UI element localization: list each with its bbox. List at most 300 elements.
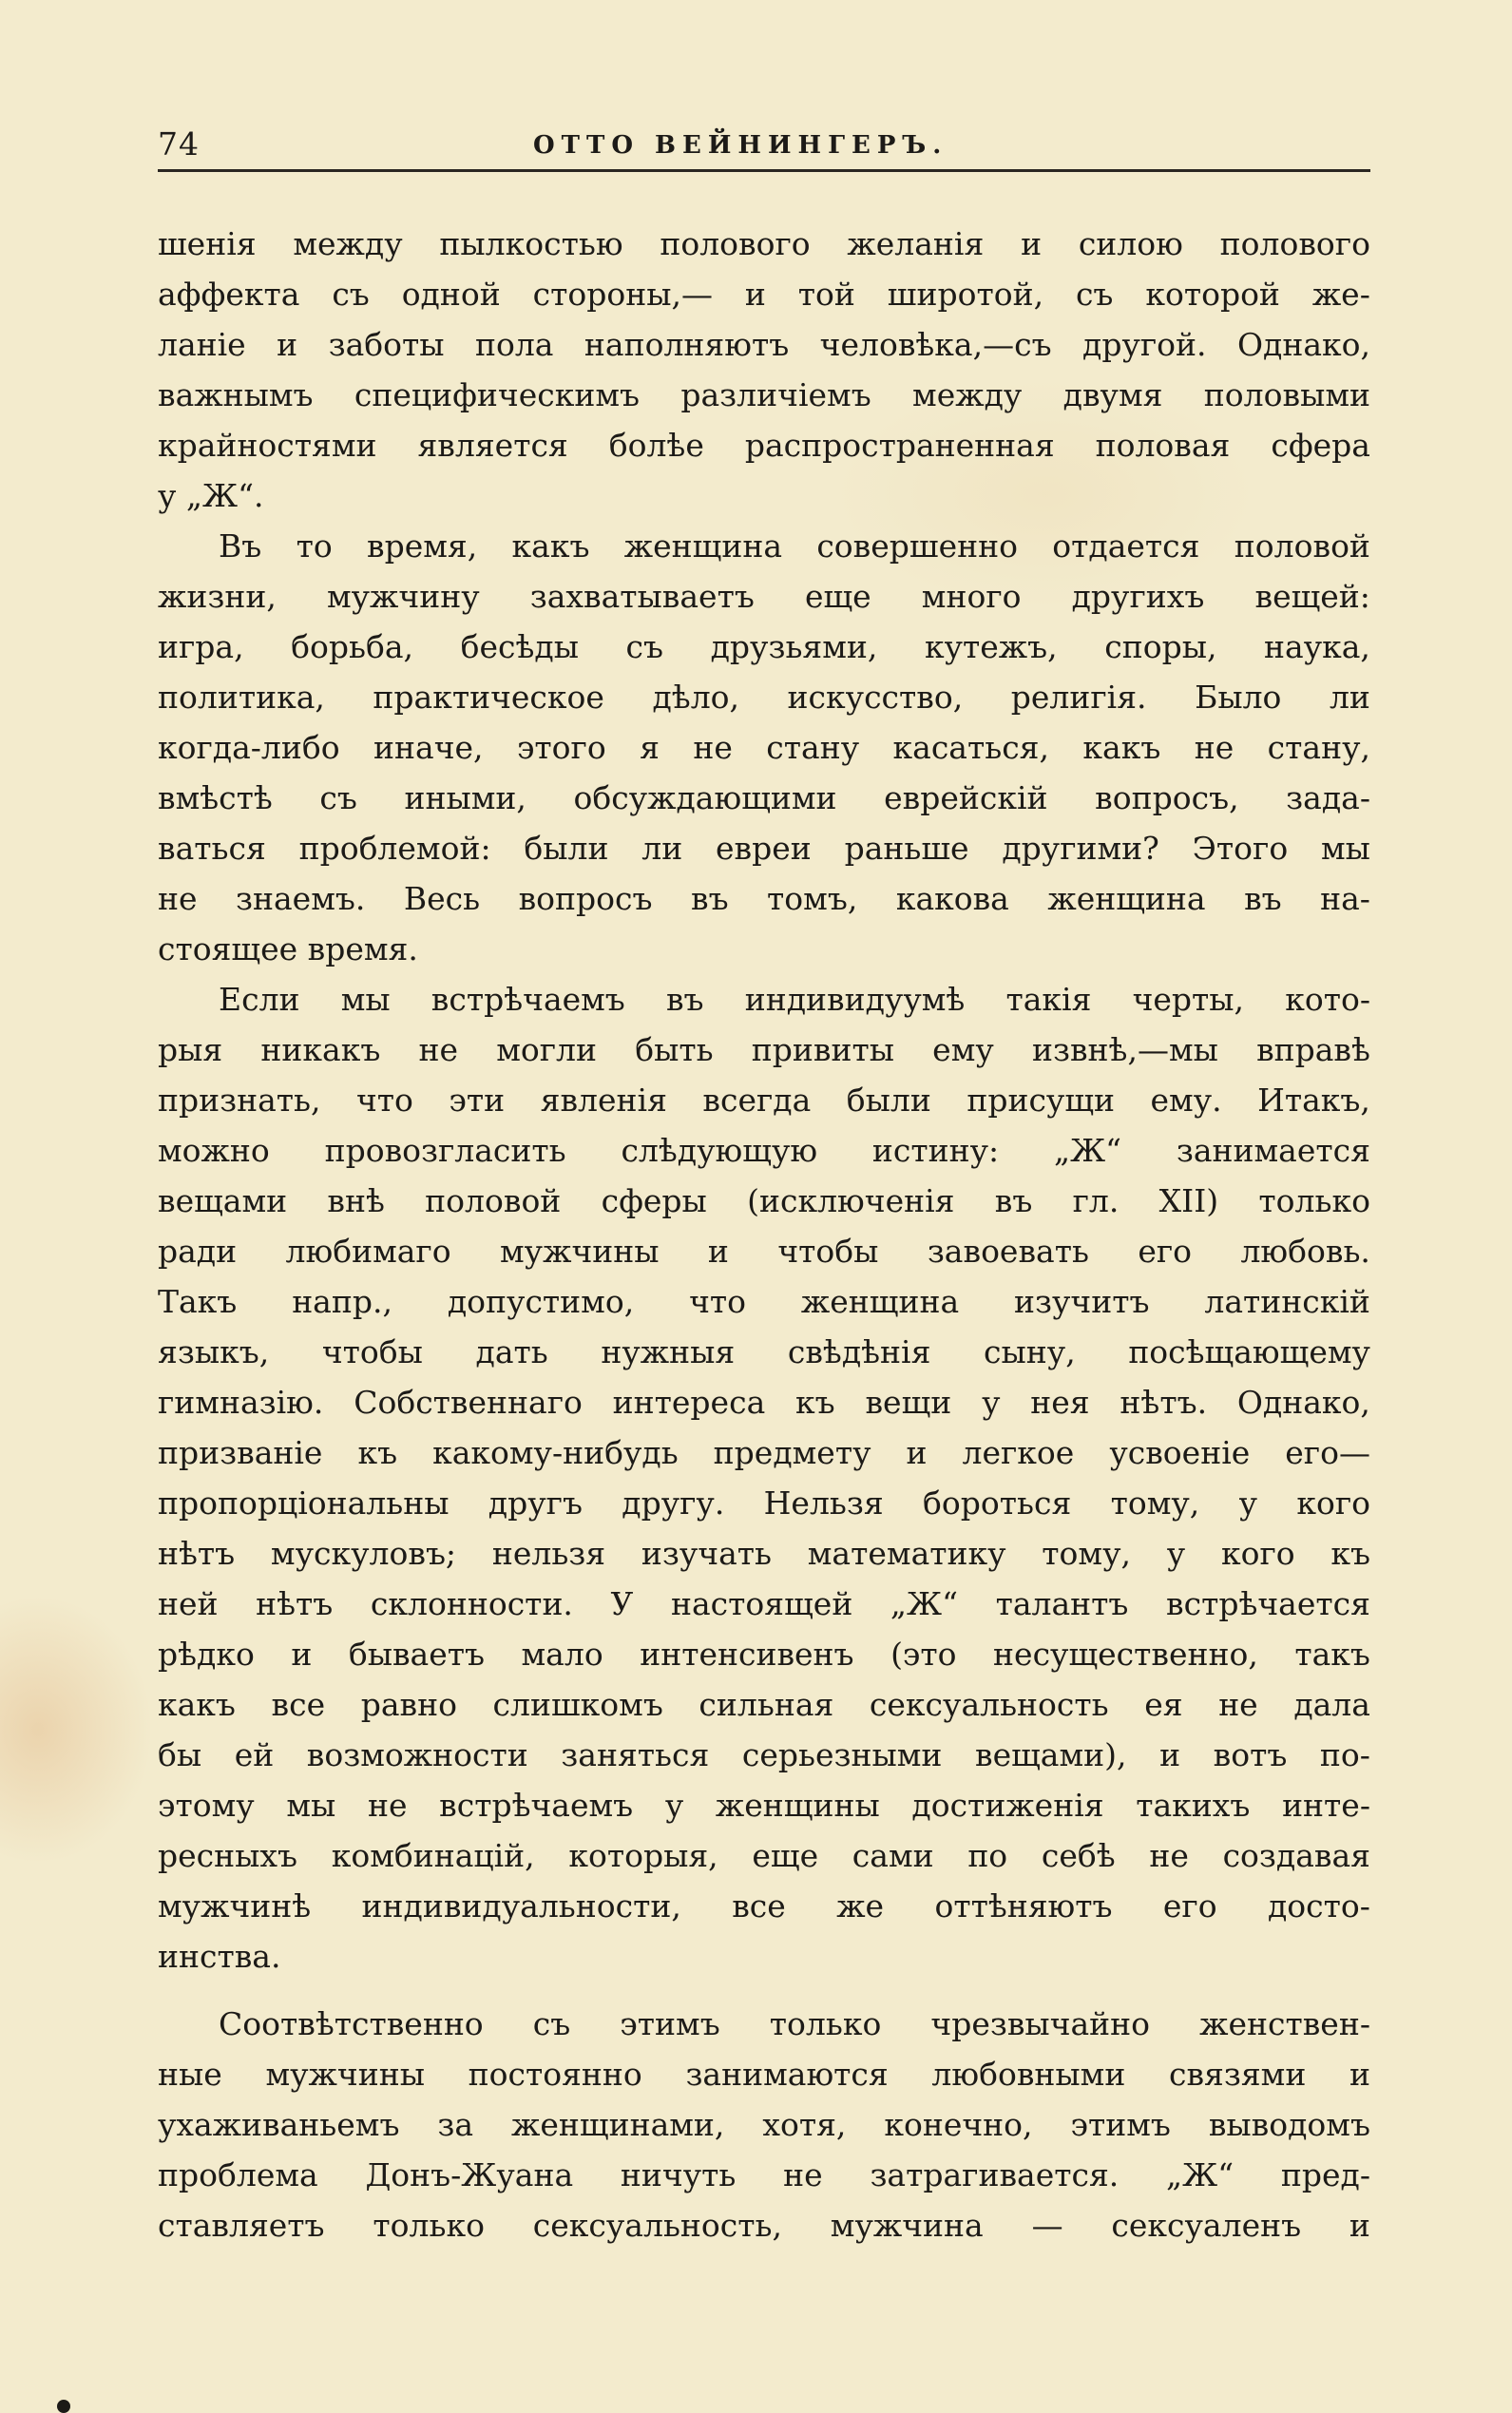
word: у (1238, 1484, 1258, 1522)
word: бесѣды (460, 628, 579, 665)
word: крайностями (158, 427, 377, 464)
word: серьезными (741, 1736, 943, 1773)
word: половая (1095, 427, 1231, 464)
word: занимаются (685, 2056, 889, 2093)
word: любовь. (1240, 1233, 1370, 1270)
word: какъ (158, 1686, 236, 1723)
word: между (912, 376, 1023, 413)
word: и (1021, 225, 1043, 262)
word: и (291, 1636, 313, 1673)
word: еще (752, 1837, 819, 1874)
word: силою (1078, 225, 1183, 262)
word: женщина (623, 527, 782, 565)
word: и (906, 1434, 928, 1471)
text-line (158, 1579, 1370, 1629)
word: чрезвычайно (930, 2005, 1151, 2042)
word: заботы (328, 326, 445, 363)
word: ней (158, 1585, 219, 1622)
word: Донъ-Жуана (365, 2156, 574, 2193)
word: другъ (488, 1484, 583, 1522)
word: слѣдующую (621, 1132, 818, 1169)
word: ему. (1150, 1082, 1222, 1119)
word: ей (234, 1736, 275, 1773)
text-line (158, 2150, 1370, 2200)
word: были (846, 1082, 931, 1119)
text-line (158, 219, 1370, 269)
word: присущи (967, 1082, 1116, 1119)
word: что (689, 1283, 747, 1320)
word: стороны,— (532, 276, 713, 313)
word: шенія (158, 225, 257, 262)
word: всегда (702, 1082, 812, 1119)
word: были (524, 830, 609, 867)
word: никакъ (260, 1031, 381, 1068)
word: не (1194, 729, 1234, 766)
word: легкое (962, 1434, 1075, 1471)
word: его (1162, 1887, 1217, 1925)
word: быть (635, 1031, 714, 1068)
word: нельзя (491, 1535, 606, 1572)
text-line (158, 1629, 1370, 1679)
text-line (158, 823, 1370, 873)
word: стану (766, 729, 860, 766)
word: ли (1329, 679, 1370, 716)
word: такъ (1294, 1636, 1370, 1673)
word: достиженія (911, 1787, 1104, 1824)
word: ставляетъ (158, 2207, 325, 2244)
word: много (921, 578, 1022, 615)
text-line (158, 1478, 1370, 1528)
word: привиты (751, 1031, 894, 1068)
word: не (783, 2156, 823, 2193)
word: распространенная (744, 427, 1055, 464)
word: ли (641, 830, 683, 867)
word: томъ, (767, 880, 858, 917)
page-header (158, 122, 1370, 169)
word: сами (852, 1837, 934, 1874)
word: и (1349, 2056, 1370, 2093)
word: гл. (1072, 1182, 1120, 1219)
word: допустимо, (447, 1283, 635, 1320)
word: заняться (561, 1736, 710, 1773)
word: посѣщающему (1128, 1333, 1370, 1370)
word: внѣ (327, 1182, 385, 1219)
word: могли (496, 1031, 598, 1068)
word: только (769, 2005, 882, 2042)
word: комбинацій, (331, 1837, 535, 1874)
text-line (158, 1679, 1370, 1730)
word: можно (158, 1132, 270, 1169)
word: вправѣ (1256, 1031, 1370, 1068)
word: истину: (871, 1132, 1000, 1169)
word: мужчина (830, 2207, 984, 2244)
word: которой (1145, 276, 1280, 313)
word: Собственнаго (354, 1384, 583, 1421)
word: въ (994, 1182, 1033, 1219)
word: время, (367, 527, 478, 565)
word: сыну, (984, 1333, 1076, 1370)
word: человѣка,—съ (819, 326, 1052, 363)
word: чтобы (321, 1333, 423, 1370)
word: бороться (923, 1484, 1072, 1522)
word: бы (158, 1736, 202, 1773)
running-title: ОТТО ВЕЙНИНГЕРЪ. (533, 131, 948, 160)
word: къ (795, 1384, 835, 1421)
word: постоянно (468, 2056, 642, 2093)
word: тому, (1110, 1484, 1200, 1522)
word: знаемъ. (236, 880, 366, 917)
word: этимъ (620, 2005, 720, 2042)
text-line (158, 420, 1370, 470)
word: половой (1234, 527, 1370, 565)
word: дала (1293, 1686, 1370, 1723)
word: евреи (716, 830, 812, 867)
text-line (158, 319, 1370, 370)
word: Итакъ, (1257, 1082, 1370, 1119)
word: двумя (1062, 376, 1163, 413)
word: по- (1319, 1736, 1370, 1773)
word: создавая (1222, 1837, 1370, 1874)
word: пропорціональны (158, 1484, 450, 1522)
text-line (158, 1176, 1370, 1226)
text-line (158, 1025, 1370, 1075)
word: тому, (1042, 1535, 1131, 1572)
word: то (296, 527, 333, 565)
word: ланіе (158, 326, 246, 363)
word: Однако, (1236, 1384, 1370, 1421)
word: черты, (1132, 981, 1245, 1018)
text-line (158, 773, 1370, 823)
word: нѣтъ (158, 1535, 236, 1572)
word: какъ (511, 527, 590, 565)
word: Такъ (158, 1283, 238, 1320)
word: еврейскій (884, 779, 1048, 816)
word: все (732, 1887, 786, 1925)
word: все (271, 1686, 326, 1723)
word: интереса (612, 1384, 766, 1421)
word: хотя, (762, 2106, 847, 2143)
word: другими? (1002, 830, 1159, 867)
word: XII) (1158, 1182, 1219, 1219)
word: ея (1144, 1686, 1183, 1723)
word: затрагивается. (870, 2156, 1120, 2193)
word: женствен- (1199, 2005, 1370, 2042)
word: этому (158, 1787, 255, 1824)
word: встрѣчаемъ (431, 981, 625, 1018)
word: ваться (158, 830, 266, 867)
word: мужчины (265, 2056, 425, 2093)
word: провозгласить (324, 1132, 566, 1169)
word: явленія (540, 1082, 667, 1119)
text-line (158, 1427, 1370, 1478)
word: мало (521, 1636, 603, 1673)
text-line (158, 722, 1370, 773)
word: игра, (158, 628, 244, 665)
word: проблемой: (298, 830, 491, 867)
word: этого (516, 729, 606, 766)
word: мужчину (326, 578, 480, 615)
word: „Ж“ (1166, 2156, 1234, 2193)
word: по (967, 1837, 1008, 1874)
word: и (1159, 1736, 1181, 1773)
word: склонности. (370, 1585, 573, 1622)
word: съ (319, 779, 357, 816)
word: сильная (699, 1686, 834, 1723)
word: широтой, (887, 276, 1044, 313)
word: сексуаленъ (1111, 2207, 1302, 2244)
word: ему (932, 1031, 994, 1068)
word: Въ (219, 527, 262, 565)
word: споры, (1104, 628, 1217, 665)
word: аффекта (158, 276, 300, 313)
word: не (367, 1787, 408, 1824)
word: мужчины (500, 1233, 660, 1270)
word: кутежъ, (924, 628, 1058, 665)
text-line (158, 2099, 1370, 2150)
text-line (158, 1377, 1370, 1427)
word: завоевать (927, 1233, 1089, 1270)
word: жизни, (158, 578, 277, 615)
word: ресныхъ (158, 1837, 298, 1874)
text-line (158, 2049, 1370, 2099)
word: не (1218, 1686, 1258, 1723)
word: специфическимъ (354, 376, 641, 413)
word: важнымъ (158, 376, 314, 413)
word: у (1166, 1535, 1186, 1572)
word: сексуальность, (532, 2207, 782, 2244)
word: еще (804, 578, 871, 615)
word: индивидуальности, (361, 1887, 681, 1925)
word: какому-нибудь (432, 1434, 679, 1471)
word: женщинами, (511, 2106, 725, 2143)
word: вещи (865, 1384, 952, 1421)
word: я (640, 729, 660, 766)
word: религія. (1010, 679, 1147, 716)
word: усвоеніе (1109, 1434, 1251, 1471)
text-line: стоящее время. (158, 930, 418, 967)
word: вотъ (1213, 1736, 1288, 1773)
word: эти (449, 1082, 506, 1119)
word: захватываетъ (529, 578, 755, 615)
word: изучитъ (1014, 1283, 1150, 1320)
word: талантъ (995, 1585, 1129, 1622)
word: половыми (1203, 376, 1370, 413)
word: политика, (158, 679, 325, 716)
word: же (836, 1887, 885, 1925)
word: между (293, 225, 403, 262)
word: за (437, 2106, 474, 2143)
word: пылкостью (439, 225, 623, 262)
word: проблема (158, 2156, 318, 2193)
text-line (158, 269, 1370, 319)
word: женщина (1047, 880, 1206, 917)
word: сексуальность (869, 1686, 1109, 1723)
word: совершенно (816, 527, 1018, 565)
word: такихъ (1136, 1787, 1251, 1824)
text-line (158, 571, 1370, 622)
text-line (158, 1226, 1370, 1276)
word: инте- (1282, 1787, 1370, 1824)
word: любимаго (285, 1233, 451, 1270)
word: встрѣчаемъ (439, 1787, 634, 1824)
word: раньше (844, 830, 969, 867)
word: половой (425, 1182, 562, 1219)
word: Было (1195, 679, 1282, 716)
text-line (158, 974, 1370, 1025)
word: какъ (1082, 729, 1161, 766)
word: напр., (292, 1283, 392, 1320)
word: на- (1320, 880, 1370, 917)
word: зада- (1286, 779, 1370, 816)
word: Однако, (1236, 326, 1370, 363)
word: вопросъ (518, 880, 653, 917)
paragraph-3 (158, 974, 1370, 1982)
word: — (1031, 2207, 1063, 2244)
word: не (1149, 1837, 1189, 1874)
word: любовными (931, 2056, 1126, 2093)
paragraph-4 (158, 1999, 1370, 2250)
word: такія (1005, 981, 1092, 1018)
text-line: инства. (158, 1938, 281, 1975)
word: оттѣняютъ (934, 1887, 1113, 1925)
word: у (982, 1384, 1001, 1421)
word: ухаживаньемъ (158, 2106, 400, 2143)
word: женщина (800, 1283, 960, 1320)
word: себѣ (1041, 1837, 1116, 1874)
word: борьба, (291, 628, 414, 665)
word: одной (401, 276, 501, 313)
text-line (158, 1276, 1370, 1327)
word: изучать (641, 1535, 772, 1572)
text-line (158, 622, 1370, 672)
word: чтобы (777, 1233, 879, 1270)
word: мы (286, 1787, 336, 1824)
word: дать (475, 1333, 548, 1370)
word: сфера (1271, 427, 1370, 464)
word: только (1258, 1182, 1370, 1219)
word: нѣтъ (256, 1585, 334, 1622)
word: возможности (306, 1736, 528, 1773)
text-line (158, 873, 1370, 924)
word: предмету (713, 1434, 871, 1471)
word: что (355, 1082, 413, 1119)
word: Соотвѣтственно (219, 2005, 484, 2042)
word: сферы (601, 1182, 707, 1219)
word: призваніе (158, 1434, 323, 1471)
word: интенсивенъ (640, 1636, 854, 1673)
word: нѣтъ. (1120, 1384, 1208, 1421)
word: другу. (622, 1484, 725, 1522)
word: къ (1330, 1535, 1370, 1572)
word: съ (532, 2005, 571, 2042)
word: искусство, (787, 679, 964, 716)
word: и (277, 326, 298, 363)
word: не (693, 729, 733, 766)
word: какова (895, 880, 1009, 917)
word: только (373, 2207, 485, 2244)
word: „Ж“ (1053, 1132, 1122, 1169)
word: въ (690, 880, 729, 917)
word: ради (158, 1233, 238, 1270)
word: нея (1030, 1384, 1090, 1421)
word: слишкомъ (492, 1686, 663, 1723)
word: кого (1296, 1484, 1370, 1522)
word: бываетъ (348, 1636, 486, 1673)
word: иными, (404, 779, 526, 816)
word: ничуть (620, 2156, 737, 2193)
word: вмѣстѣ (158, 779, 273, 816)
word: пола (474, 326, 554, 363)
word: свѣдѣнія (787, 1333, 931, 1370)
word: конечно, (884, 2106, 1033, 2143)
word: пред- (1280, 2156, 1370, 2193)
word: является (417, 427, 568, 464)
word: нужныя (601, 1333, 736, 1370)
text-line (158, 1075, 1370, 1125)
word: у (664, 1787, 684, 1824)
word: другихъ (1071, 578, 1205, 615)
text-line (158, 1125, 1370, 1176)
body-text (158, 219, 1370, 2250)
word: индивидуумѣ (744, 981, 966, 1018)
word: извнѣ,—мы (1031, 1031, 1218, 1068)
text-line (158, 1730, 1370, 1780)
word: Если (219, 981, 300, 1018)
text-line (158, 1780, 1370, 1830)
word: отдается (1052, 527, 1200, 565)
word: Весь (403, 880, 481, 917)
word: иначе, (373, 729, 484, 766)
text-line (158, 672, 1370, 722)
word: женщины (715, 1787, 880, 1824)
word: мускуловъ; (270, 1535, 457, 1572)
word: кото- (1285, 981, 1370, 1018)
word: не (158, 880, 198, 917)
word: болѣе (608, 427, 704, 464)
word: другой. (1082, 326, 1207, 363)
word: этимъ (1070, 2106, 1171, 2143)
word: съ (625, 628, 664, 665)
word: (это (890, 1636, 957, 1673)
word: досто- (1267, 1887, 1370, 1925)
word: связями (1168, 2056, 1307, 2093)
word: „Ж“ (890, 1585, 958, 1622)
word: стану, (1267, 729, 1370, 766)
word: вещами), (975, 1736, 1127, 1773)
word: встрѣчается (1166, 1585, 1370, 1622)
word: которыя, (568, 1837, 718, 1874)
word: той (797, 276, 855, 313)
text-line (158, 370, 1370, 420)
word: полового (660, 225, 811, 262)
word: признать, (158, 1082, 321, 1119)
word: латинскій (1204, 1283, 1370, 1320)
text-line (158, 1528, 1370, 1579)
paragraph-spacer (158, 1982, 1370, 1999)
paragraph-1 (158, 219, 1370, 521)
word: занимается (1176, 1132, 1370, 1169)
word: практическое (373, 679, 604, 716)
word: вещами (158, 1182, 288, 1219)
word: (исключенія (747, 1182, 955, 1219)
word: въ (1244, 880, 1282, 917)
text-line (158, 521, 1370, 571)
word: равно (360, 1686, 457, 1723)
word: его— (1285, 1434, 1370, 1471)
word: же- (1311, 276, 1370, 313)
word: и (1349, 2207, 1370, 2244)
word: ные (158, 2056, 222, 2093)
